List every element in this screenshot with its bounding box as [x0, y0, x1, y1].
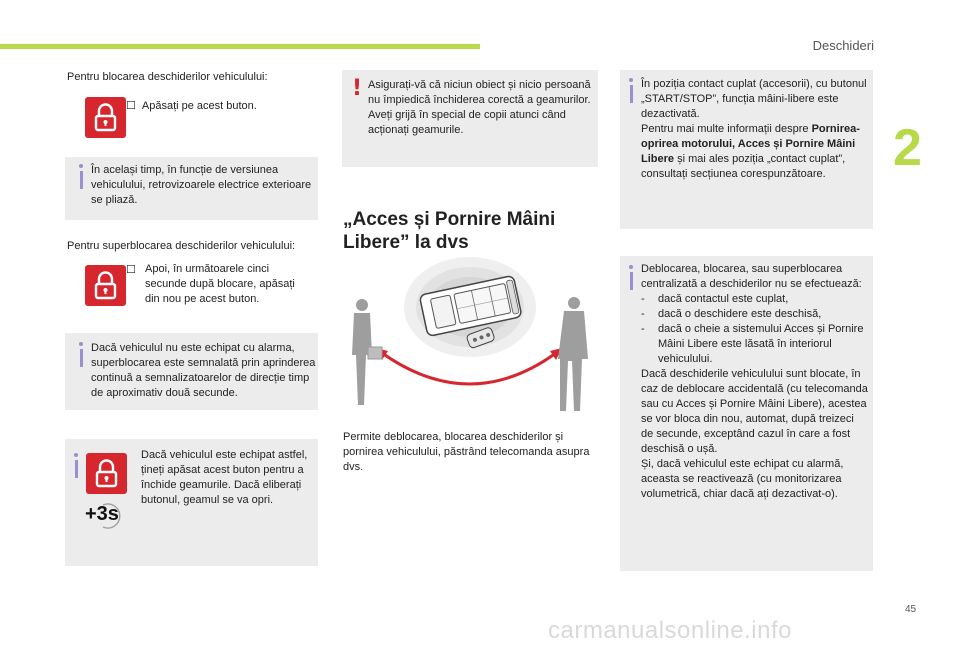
page-number: 45 [905, 604, 917, 615]
info-windows-text: Dacă vehiculul este echipat astfel, țineți apăsat acest buton pentru a închide geamurile. Dacă eliberați butonul, geamul se va opri. [141, 449, 308, 506]
info-icon [80, 349, 83, 367]
warning-text: Asigurați-vă că niciun obiect și nicio persoană nu împiedică închiderea corectă a geamurilor. Aveți grijă în special de copii atunci când acționați geamurile. [368, 79, 591, 136]
bullet-icon: ☐ [126, 263, 136, 276]
section-title: Deschideri [812, 38, 874, 53]
warning-box [342, 70, 598, 167]
lock-button-icon [85, 97, 126, 138]
list-item: - dacă o deschidere este deschisă, [641, 307, 869, 322]
superlock-step-text: Apoi, în următoarele cinci secunde după blocare, apăsați din nou pe acest buton. [145, 263, 295, 305]
info-mirrors-text: În același timp, în funcție de versiunea vehiculului, retrovizoarele electrice exterioare se pliază. [91, 164, 312, 206]
info-central-p3: Și, dacă vehiculul este echipat cu alarmă, aceasta se reactivează (cu monitorizarea volumetrică, chiar dacă ați dezactivat-o). [641, 458, 844, 500]
superlock-step [126, 262, 296, 307]
hands-free-illustration [342, 255, 598, 425]
feature-caption: Permite deblocarea, blocarea deschiderilor și pornirea vehiculului, păstrând telecomanda asupra dvs. [343, 431, 590, 473]
superlock-intro: Pentru superblocarea deschiderilor vehiculului: [67, 240, 296, 252]
watermark: carmanualsonline.info [548, 617, 792, 644]
superlock-button-icon [85, 265, 126, 306]
info-box-windows [65, 439, 318, 566]
list-item: - dacă contactul este cuplat, [641, 292, 869, 307]
lock-intro: Pentru blocarea deschiderilor vehiculului: [67, 71, 268, 83]
info-icon-dot [79, 164, 83, 168]
info-ignition-p1: În poziția contact cuplat (accesorii), cu butonul „START/STOP”, funcția mâini-libere este dezactivată. [641, 78, 867, 120]
info-central-text [641, 262, 869, 502]
section-heading: „Acces și Pornire Mâini Libere” la dvs [343, 209, 556, 253]
info-icon-dot [629, 265, 633, 269]
list-item: - dacă o cheie a sistemului Acces și Pornire Mâini Libere este lăsată în interiorul vehiculului. [641, 322, 869, 367]
info-box-alarm [65, 333, 318, 410]
info-ignition-text [641, 77, 869, 182]
info-alarm-text: Dacă vehiculul nu este echipat cu alarma, superblocarea este semnalată prin aprinderea continuă a semnalizatoarelor de direcție timp de aproximativ două secunde. [91, 342, 316, 399]
info-box-ignition [620, 70, 873, 229]
chapter-number: 2 [893, 119, 922, 177]
info-icon-dot [629, 78, 633, 82]
header-accent-bar [0, 44, 480, 49]
info-icon [630, 85, 633, 103]
warning-icon: ! [352, 76, 363, 101]
info-central-list [641, 292, 869, 367]
info-icon-dot [79, 342, 83, 346]
lock-step [126, 98, 306, 114]
hold-3s-label: +3s [85, 503, 119, 525]
info-icon-dot [74, 453, 78, 457]
info-central-p2: Dacă deschiderile vehiculului sunt blocate, în caz de deblocare accidentală (cu telecomanda sau cu Acces și Pornire Mâini Libere), acestea se vor bloca din nou, automat, după treizeci de secunde, exceptând cazul în care a fost deschisă o ușă. [641, 368, 868, 455]
info-box-central-locking [620, 256, 873, 571]
info-icon [80, 171, 83, 189]
info-ignition-p2-bold: Pornirea-oprirea motorului, Acces și Pornire Mâini Libere [641, 123, 860, 165]
window-lock-button-icon [86, 453, 127, 494]
bullet-icon: ☐ [126, 99, 136, 112]
info-ignition-p2c: și mai ales poziția „contact cuplat”, consultați secțiunea corespunzătoare. [641, 153, 846, 180]
hold-3s-icon [85, 503, 131, 529]
lock-step-text: Apăsați pe acest buton. [141, 100, 257, 112]
info-icon [630, 272, 633, 290]
info-central-intro: Deblocarea, blocarea, sau superblocarea centralizată a deschiderilor nu se efectuează: [641, 263, 862, 290]
info-box-mirrors [65, 157, 318, 220]
info-icon [75, 460, 78, 478]
info-ignition-p2a: Pentru mai multe informații despre [641, 123, 812, 135]
info-ignition-p2 [641, 122, 869, 182]
